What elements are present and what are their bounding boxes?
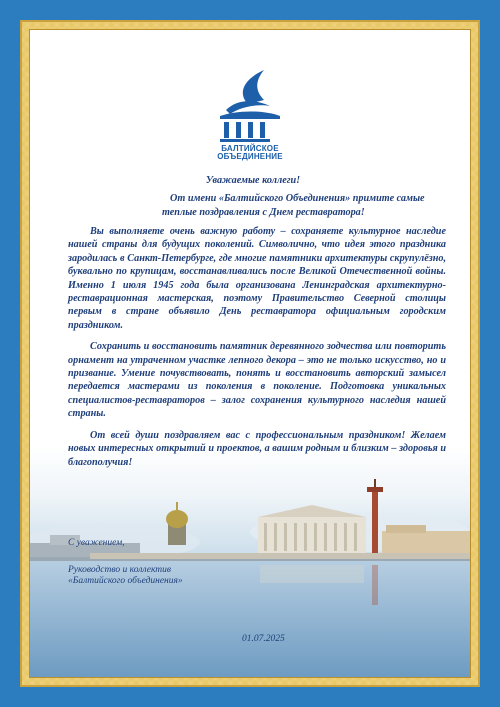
logo-emblem-icon <box>208 64 292 144</box>
paragraph: От всей души поздравляем вас с профессиональным праздником! Желаем новых интересных открытий и проектов, а вашим родным и близким – здоровья и благополучия! <box>68 429 446 468</box>
paragraph: Сохранить и восстановить памятник деревянного зодчества или повторить орнамент на утраченном участке лепного декора – это не только искусство, но и призвание. Умение почувствовать, понять и восстановить авторский замысел передается мастерами из поколения в поколение. Подготовка уникальных специалистов-реставраторов – залог сохранения культурного наследия нашей страны. <box>68 341 446 420</box>
letter-date: 01.07.2025 <box>242 634 285 644</box>
logo-wordmark <box>208 145 292 161</box>
letter-sheet <box>29 29 471 678</box>
signature-line-2: «Балтийского объединения» <box>68 576 183 586</box>
logo-line-1: БАЛТИЙСКОЕ <box>221 144 279 153</box>
baltic-association-logo <box>208 64 292 174</box>
signature-line-1: Руководство и коллектив <box>68 565 171 575</box>
signoff <box>68 538 268 587</box>
regards-line: С уважением, <box>68 538 125 548</box>
logo-line-2: ОБЪЕДИНЕНИЕ <box>217 152 283 161</box>
intro-text: От имени «Балтийского Объединения» примите самые теплые поздравления с Днем реставратора! <box>162 193 425 218</box>
ornamental-frame <box>20 20 480 687</box>
paragraph: Вы выполняете очень важную работу – сохраняете культурное наследие нашей страны для будущих поколений. Символично, что идея этого праздника зародилась в Санкт-Петербурге, где многие памятники архитектуры скрупулёзно, буквально по крупицам, восстанавливались после Великой Отечественной войны. Именно 1 июля 1945 года была организована Ленинградская архитектурно-реставрационная мастерская, поэтому Правительство Северной столицы первым в стране объявило День реставратора официальным городским праздником. <box>68 226 446 331</box>
greeting: Уважаемые коллеги! <box>205 175 301 186</box>
letter-body <box>68 225 446 477</box>
